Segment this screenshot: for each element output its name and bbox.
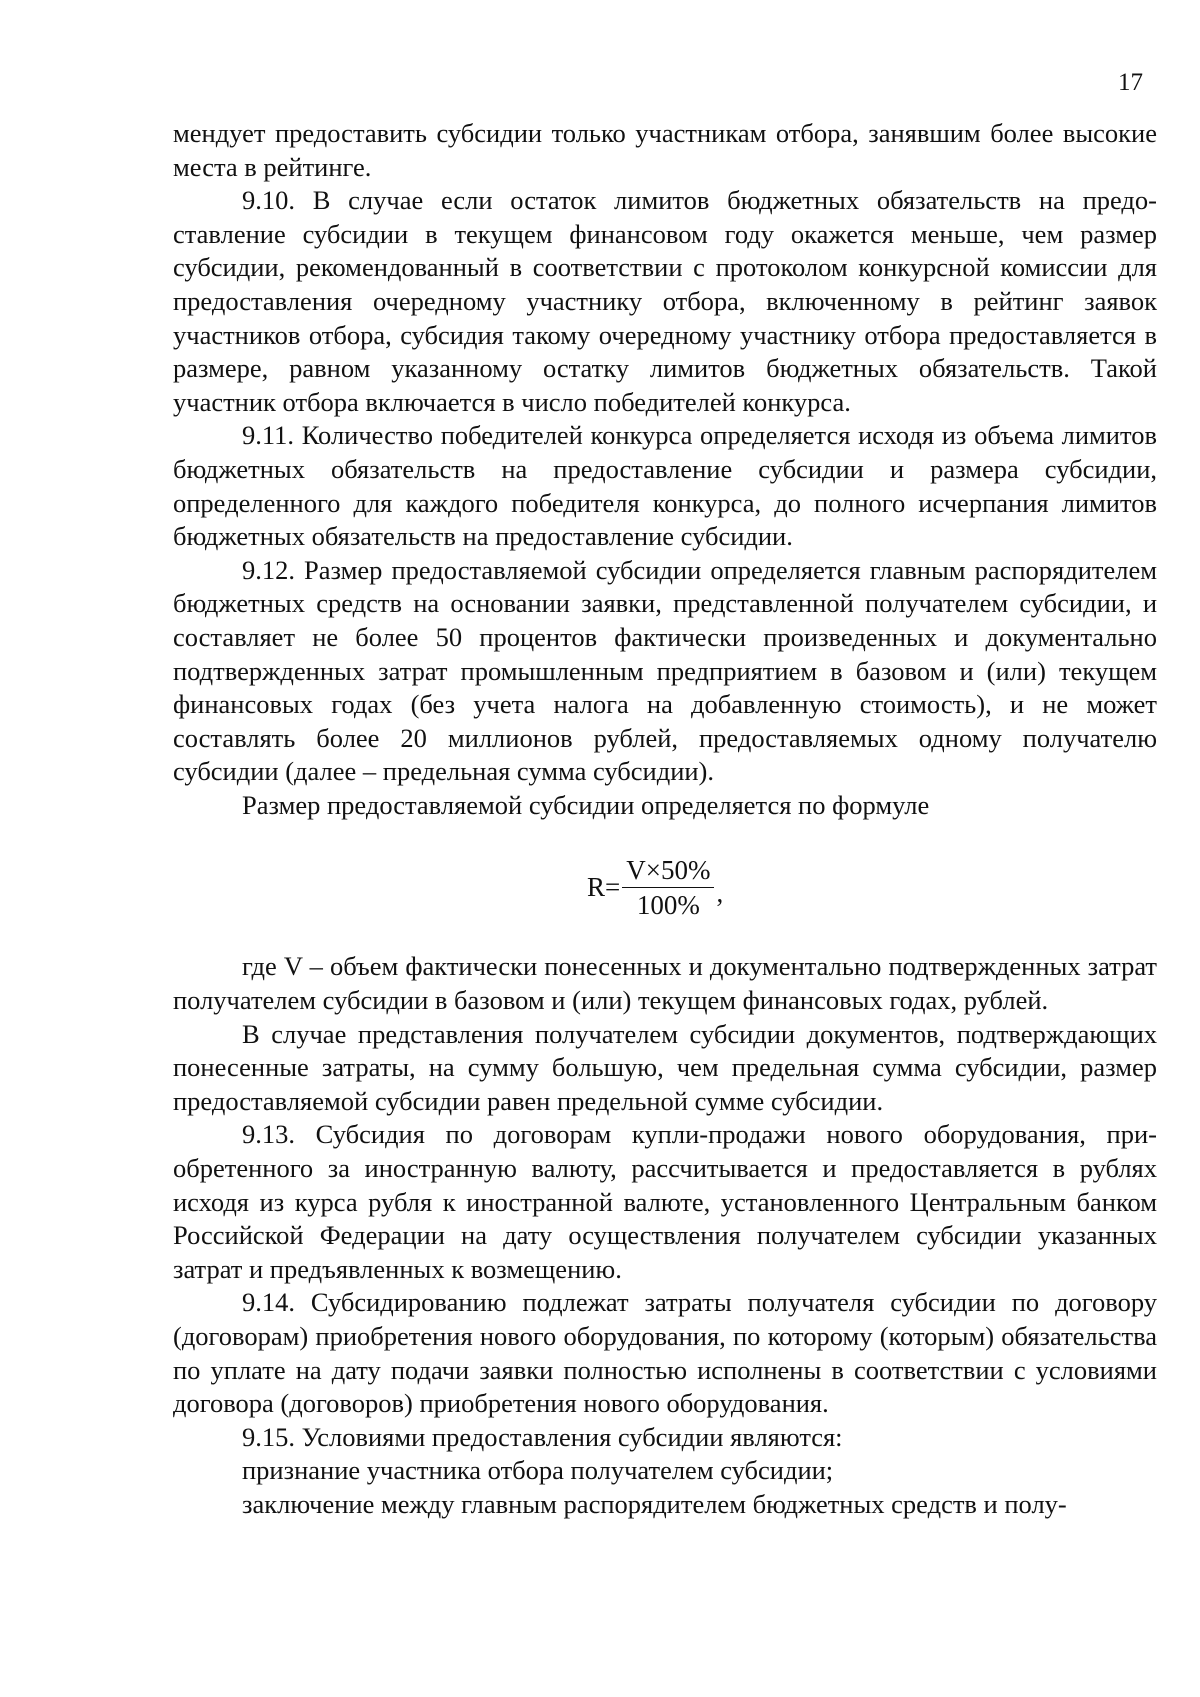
paragraph-9-14: 9.14. Субсидированию подлежат затраты получателя субсидии по договору (договорам) приобретения нового оборудования, по которому (которым) обязательства по уплате на дату подачи заявки полностью исполнены в соответствии с условиями договора (договоров) приобретения нового оборудования.: [173, 1287, 1157, 1419]
formula-lhs: R=: [587, 871, 621, 902]
paragraph-9-11: 9.11. Количество победителей конкурса определяется исходя из объема лимитов бюджетных обязательств на предоставление субсидии и размера субсидии, определенного для каждого победителя конкурса, до полного исчерпания лимитов бюджетных обязательств на предоставление субсидии.: [173, 420, 1157, 552]
paragraph-continuation: мендует предоставить субсидии только участникам отбора, занявшим более высокие места в рейтинге.: [173, 118, 1157, 182]
subsidy-formula: [587, 846, 1157, 928]
formula-fraction: [622, 853, 714, 923]
document-body: [173, 117, 1157, 1522]
paragraph-formula-legend: где V – объем фактически понесенных и документально подтвержденных затрат получателем субсидии в базовом и (или) текущем финансовых годах, рублей.: [173, 951, 1157, 1016]
formula-numerator: V×50%: [626, 854, 711, 885]
paragraph-formula-intro: Размер предоставляемой субсидии определяется по формуле: [242, 789, 930, 820]
paragraph-9-15: 9.15. Условиями предоставления субсидии являются:: [242, 1421, 843, 1452]
paragraph-limit-case: В случае представления получателем субсидии документов, подтверждающих понесенные затраты, на сумму большую, чем предельная сумма субсидии, размер предоставляемой субсидии равен предельной сумме субсидии.: [173, 1018, 1157, 1116]
paragraph-9-12: 9.12. Размер предоставляемой субсидии определяется главным распорядителем бюджетных средств на основании заявки, представленной получателем субсидии, и составляет не более 50 процентов фактически произведенных и документально подтвержденных затрат промышленным предприятием в базовом и (или) текущем финансовых годах (без учета налога на добавленную стоимость), и не может составлять более 20 миллионов рублей, предоставляемых одному получателю субсидии (далее – предельная сумма субсидии).: [173, 554, 1157, 787]
formula-denominator: 100%: [636, 890, 700, 921]
paragraph-condition-2: заключение между главным распорядителем бюджетных средств и полу-: [242, 1488, 1067, 1519]
formula-comma: ,: [716, 877, 724, 908]
page-number: 17: [1118, 69, 1143, 96]
paragraph-9-10: 9.10. В случае если остаток лимитов бюджетных обязательств на предоставление субсидии в текущем финансовом году окажется меньше, чем размер субсидии, рекомендованный в соответствии с протоколом конкурсной комиссии для предоставления очередному участнику отбора, включенному в рейтинг заявок участников отбора, субсидия такому очередному участнику отбора предоставляется в размере, равном указанному остатку лимитов бюджетных обязательств. Такой участник отбора включается в число победителей конкурса.: [173, 185, 1157, 417]
paragraph-9-13: 9.13. Субсидия по договорам купли-продажи нового оборудования, приобретенного за иностранную валюту, рассчитывается и предоставляется в рублях исходя из курса рубля к иностранной валюте, установленного Центральным банком Российской Федерации на дату осуществления получателем субсидии указанных затрат и предъявленных к возмещению.: [173, 1119, 1157, 1284]
paragraph-condition-1: признание участника отбора получателем субсидии;: [242, 1455, 834, 1486]
